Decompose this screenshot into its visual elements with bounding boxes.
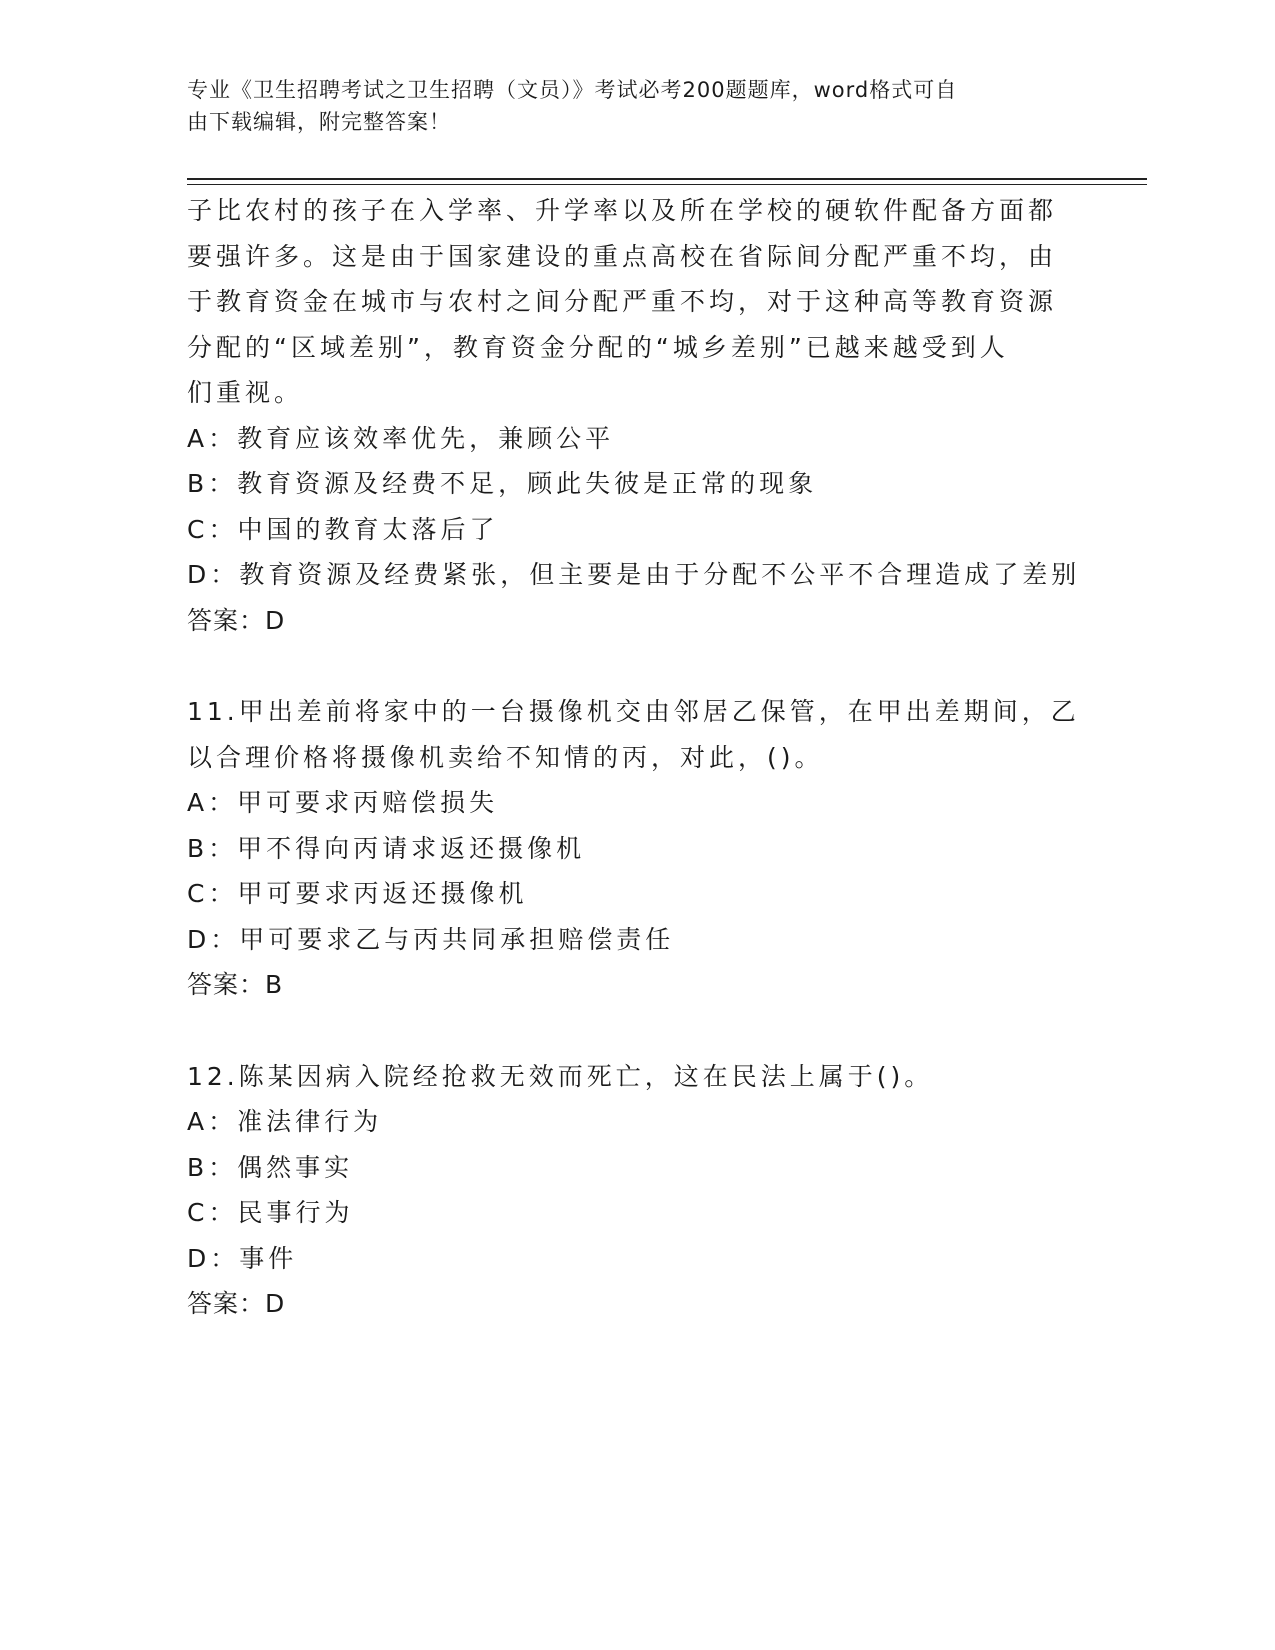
question-11 [187, 689, 1087, 1008]
question-stem-line: 要强许多。这是由于国家建设的重点高校在省际间分配严重不均，由 [187, 241, 1058, 271]
option-c: C：甲可要求丙返还摄像机 [187, 879, 528, 908]
question-stem-line: 们重视。 [187, 378, 304, 407]
option-d: D：甲可要求乙与丙共同承担赔偿责任 [187, 924, 675, 954]
spacer [187, 1008, 1087, 1054]
option-b: B：甲不得向丙请求返还摄像机 [187, 833, 586, 863]
option-b: B：偶然事实 [187, 1152, 354, 1182]
answer-line: 答案：D [187, 1289, 286, 1318]
header-line-2: 由下载编辑，附完整答案！ [187, 110, 451, 134]
option-d: D：教育资源及经费紧张，但主要是由于分配不公平不合理造成了差别 [187, 560, 1081, 589]
option-d: D：事件 [187, 1243, 298, 1273]
question-stem-line: 子比农村的孩子在入学率、升学率以及所在学校的硬软件配备方面都 [187, 196, 1058, 225]
option-c: C：民事行为 [187, 1198, 354, 1227]
header-line-1: 专业《卫生招聘考试之卫生招聘（文员）》考试必考200题题库，word格式可自 [187, 78, 958, 102]
question-stem-line: 以合理价格将摄像机卖给不知情的丙，对此，()。 [187, 742, 824, 772]
question-stem-line: 于教育资金在城市与农村之间分配严重不均，对于这种高等教育资源 [187, 287, 1058, 316]
spacer [187, 643, 1087, 689]
question-12 [187, 1054, 1087, 1327]
option-b: B：教育资源及经费不足，顾此失彼是正常的现象 [187, 469, 818, 498]
question-stem-line: 11.甲出差前将家中的一台摄像机交由邻居乙保管，在甲出差期间，乙 [187, 697, 1080, 726]
answer-line: 答案：D [187, 605, 286, 635]
question-10 [187, 188, 1087, 643]
option-a: A：甲可要求丙赔偿损失 [187, 788, 499, 817]
document-header [187, 74, 1067, 138]
question-list [187, 188, 1087, 1327]
question-stem-line: 分配的“区域差别”，教育资金分配的“城乡差别”已越来越受到人 [187, 332, 1009, 362]
option-c: C：中国的教育太落后了 [187, 514, 499, 544]
option-a: A：教育应该效率优先，兼顾公平 [187, 423, 615, 453]
option-a: A：准法律行为 [187, 1107, 383, 1136]
question-stem-line: 12.陈某因病入院经抢救无效而死亡，这在民法上属于()。 [187, 1061, 934, 1091]
header-divider-thin [187, 184, 1147, 185]
header-divider-thick [187, 178, 1147, 180]
answer-line: 答案：B [187, 970, 284, 999]
